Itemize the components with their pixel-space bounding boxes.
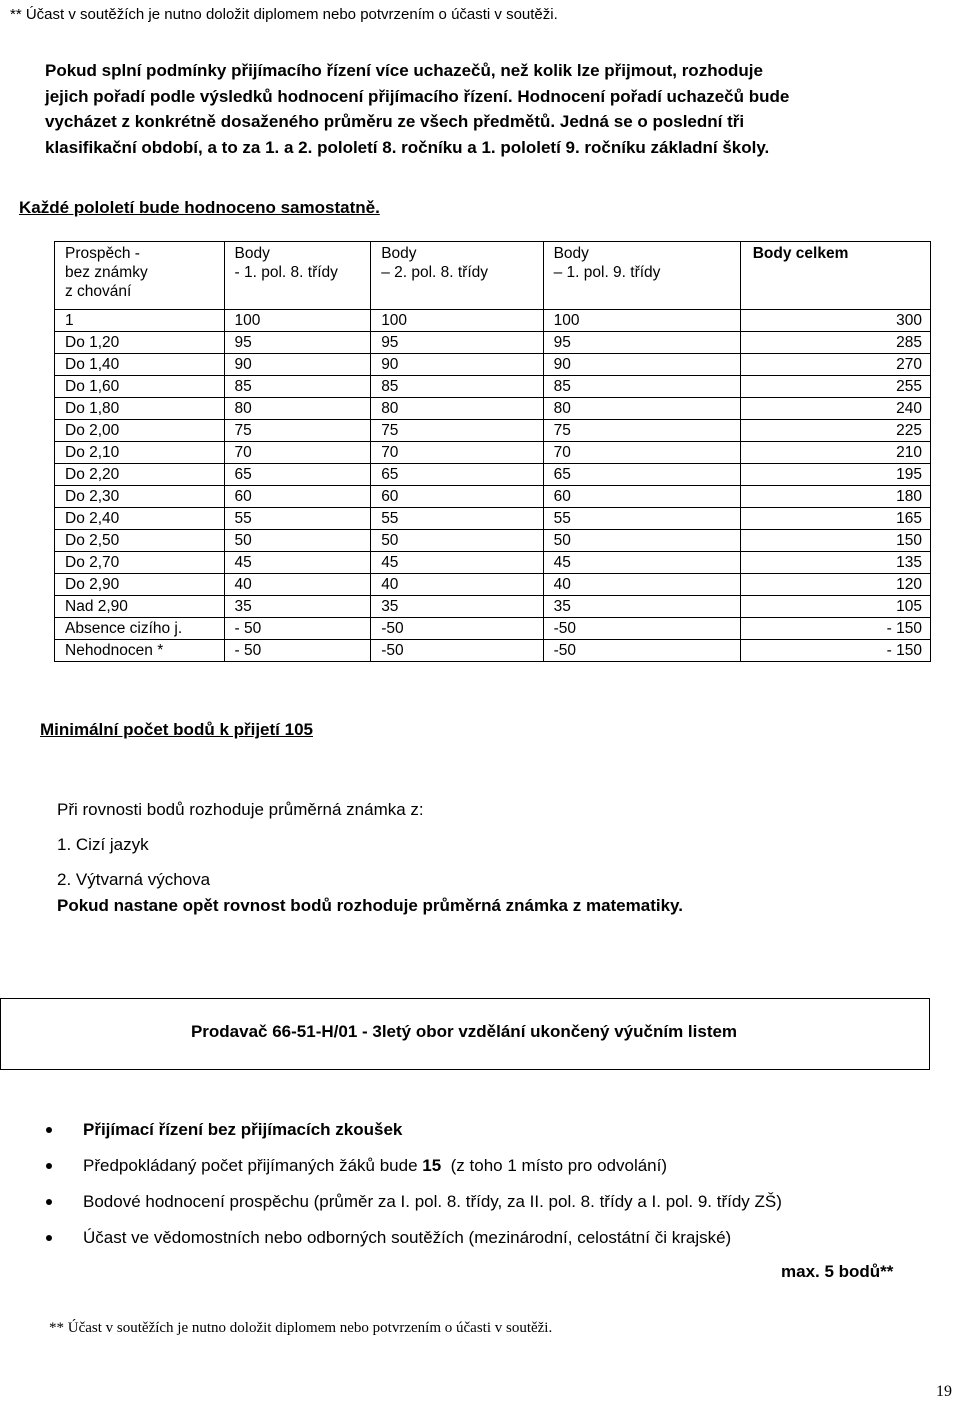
table-cell: 105 xyxy=(740,596,930,618)
semester-note: Každé pololetí bude hodnoceno samostatně. xyxy=(19,198,380,217)
table-cell: 100 xyxy=(224,310,371,332)
table-cell: 40 xyxy=(224,574,371,596)
intro-line: jejich pořadí podle výsledků hodnocení přijímacího řízení. Hodnocení pořadí uchazečů bude xyxy=(45,86,790,106)
page-number: 19 xyxy=(936,1383,952,1400)
bullet-icon xyxy=(46,1235,52,1241)
table-cell: 80 xyxy=(224,398,371,420)
table-cell: 50 xyxy=(224,530,371,552)
table-cell: Do 2,50 xyxy=(55,530,225,552)
table-cell: Do 2,40 xyxy=(55,508,225,530)
header-line: Body celkem xyxy=(752,245,849,262)
table-cell: 210 xyxy=(740,442,930,464)
bullet-icon xyxy=(46,1127,52,1133)
table-cell: 285 xyxy=(740,332,930,354)
table-cell: 50 xyxy=(543,530,740,552)
field-title: Prodavač 66-51-H/01 - 3letý obor vzdělání ukončený výučním listem xyxy=(190,1022,738,1041)
header-line: – 2. pol. 8. třídy xyxy=(381,264,489,281)
table-cell: 45 xyxy=(543,552,740,574)
table-row xyxy=(55,486,931,508)
table-row xyxy=(55,398,931,420)
header-line: bez známky xyxy=(65,264,148,281)
criteria-list xyxy=(40,1112,782,1256)
table-cell: 100 xyxy=(543,310,740,332)
intro-line: klasifikační období, a to za 1. a 2. pololetí 8. ročníku a 1. pololetí 9. ročníku základní školy. xyxy=(45,137,770,157)
table-cell: 90 xyxy=(371,354,543,376)
header-cell-total xyxy=(740,242,930,310)
table-cell: 40 xyxy=(371,574,543,596)
table-cell: - 50 xyxy=(224,618,371,640)
table-cell: 55 xyxy=(371,508,543,530)
tie-line: 1. Cizí jazyk xyxy=(57,835,149,854)
list-item-text: Přijímací řízení bez přijímacích zkoušek xyxy=(83,1120,403,1139)
tie-break-rules xyxy=(57,792,424,897)
table-cell: Do 2,00 xyxy=(55,420,225,442)
table-cell: 85 xyxy=(543,376,740,398)
table-cell: 270 xyxy=(740,354,930,376)
intro-line: Pokud splní podmínky přijímacího řízení více uchazečů, než kolik lze přijmout, rozhoduje xyxy=(45,61,763,80)
header-cell-sem2 xyxy=(371,242,543,310)
header-line: - 1. pol. 8. třídy xyxy=(234,264,338,281)
table-cell: 35 xyxy=(543,596,740,618)
table-cell: 65 xyxy=(371,464,543,486)
table-row xyxy=(55,310,931,332)
tie-break-final: Pokud nastane opět rovnost bodů rozhoduje průměrná známka z matematiky. xyxy=(57,896,683,915)
table-row xyxy=(55,530,931,552)
table-cell: 70 xyxy=(224,442,371,464)
tie-line: Při rovnosti bodů rozhoduje průměrná známka z: xyxy=(57,800,424,819)
table-cell: Do 2,20 xyxy=(55,464,225,486)
table-cell: 45 xyxy=(224,552,371,574)
table-cell: 75 xyxy=(371,420,543,442)
table-cell: 70 xyxy=(543,442,740,464)
table-cell: 120 xyxy=(740,574,930,596)
header-cell-sem3 xyxy=(543,242,740,310)
table-cell: 75 xyxy=(224,420,371,442)
table-cell: 240 xyxy=(740,398,930,420)
table-row xyxy=(55,552,931,574)
header-line: Body xyxy=(381,245,417,262)
table-cell: 75 xyxy=(543,420,740,442)
table-row xyxy=(55,442,931,464)
intro-line: vycházet z konkrétně dosaženého průměru ze všech předmětů. Jedná se o poslední tři xyxy=(45,112,745,131)
table-cell: 180 xyxy=(740,486,930,508)
table-cell: 255 xyxy=(740,376,930,398)
table-cell: 35 xyxy=(224,596,371,618)
table-cell: Do 1,80 xyxy=(55,398,225,420)
list-item-text: (z toho 1 místo pro odvolání) xyxy=(441,1156,668,1175)
table-cell: 95 xyxy=(224,332,371,354)
list-item-number: 15 xyxy=(422,1156,442,1175)
table-cell: 50 xyxy=(371,530,543,552)
list-item xyxy=(40,1112,782,1148)
table-cell: 95 xyxy=(371,332,543,354)
table-cell: Do 2,10 xyxy=(55,442,225,464)
table-cell: Nehodnocen * xyxy=(55,640,225,662)
table-cell: 60 xyxy=(371,486,543,508)
list-item xyxy=(40,1148,782,1184)
top-footnote: ** Účast v soutěžích je nutno doložit diplomem nebo potvrzením o účasti v soutěži. xyxy=(10,6,558,23)
table-cell: - 150 xyxy=(740,640,930,662)
table-row xyxy=(55,574,931,596)
table-row xyxy=(55,420,931,442)
table-cell: Absence cizího j. xyxy=(55,618,225,640)
list-item xyxy=(40,1184,782,1220)
header-line: z chování xyxy=(65,283,132,300)
table-cell: 80 xyxy=(371,398,543,420)
table-cell: Do 1,20 xyxy=(55,332,225,354)
tie-line: 2. Výtvarná výchova xyxy=(57,870,211,889)
table-cell: 1 xyxy=(55,310,225,332)
table-cell: 70 xyxy=(371,442,543,464)
table-cell: 45 xyxy=(371,552,543,574)
table-cell: 60 xyxy=(543,486,740,508)
table-cell: - 50 xyxy=(224,640,371,662)
table-row xyxy=(55,354,931,376)
table-row xyxy=(55,332,931,354)
table-cell: -50 xyxy=(543,618,740,640)
table-row xyxy=(55,508,931,530)
header-cell-sem1 xyxy=(224,242,371,310)
header-line: Body xyxy=(234,245,270,262)
table-cell: 195 xyxy=(740,464,930,486)
table-cell: 90 xyxy=(543,354,740,376)
table-cell: -50 xyxy=(371,618,543,640)
table-cell: Do 2,70 xyxy=(55,552,225,574)
bullet-icon xyxy=(46,1163,52,1169)
table-row xyxy=(55,618,931,640)
table-cell: Do 1,40 xyxy=(55,354,225,376)
table-cell: - 150 xyxy=(740,618,930,640)
table-cell: 35 xyxy=(371,596,543,618)
table-cell: 40 xyxy=(543,574,740,596)
table-row xyxy=(55,596,931,618)
table-cell: 300 xyxy=(740,310,930,332)
table-header-row xyxy=(55,242,931,310)
table-cell: 95 xyxy=(543,332,740,354)
table-cell: 165 xyxy=(740,508,930,530)
table-cell: Do 2,30 xyxy=(55,486,225,508)
table-row xyxy=(55,464,931,486)
table-cell: 65 xyxy=(224,464,371,486)
table-cell: 55 xyxy=(224,508,371,530)
bullet-icon xyxy=(46,1199,52,1205)
table-row xyxy=(55,376,931,398)
list-item-text: Bodové hodnocení prospěchu (průměr za I. pol. 8. třídy, za II. pol. 8. třídy a I. pol. 9. třídy ZŠ) xyxy=(83,1192,782,1211)
header-line: Body xyxy=(553,245,589,262)
minimum-points: Minimální počet bodů k přijetí 105 xyxy=(40,720,313,739)
table-cell: Do 1,60 xyxy=(55,376,225,398)
table-cell: 60 xyxy=(224,486,371,508)
table-cell: Nad 2,90 xyxy=(55,596,225,618)
table-cell: -50 xyxy=(543,640,740,662)
table-cell: 85 xyxy=(371,376,543,398)
table-cell: 135 xyxy=(740,552,930,574)
list-item xyxy=(40,1220,782,1256)
table-cell: 55 xyxy=(543,508,740,530)
table-cell: 90 xyxy=(224,354,371,376)
intro-paragraph xyxy=(45,58,945,160)
table-cell: 65 xyxy=(543,464,740,486)
table-cell: 85 xyxy=(224,376,371,398)
header-line: – 1. pol. 9. třídy xyxy=(553,264,661,281)
list-item-text: Předpokládaný počet přijímaných žáků bude xyxy=(83,1156,423,1175)
table-cell: 225 xyxy=(740,420,930,442)
points-table xyxy=(54,241,931,662)
bottom-footnote: ** Účast v soutěžích je nutno doložit diplomem nebo potvrzením o účasti v soutěži. xyxy=(49,1320,553,1336)
header-line: Prospěch - xyxy=(65,245,140,262)
header-cell-grade xyxy=(55,242,225,310)
table-row xyxy=(55,640,931,662)
table-cell: -50 xyxy=(371,640,543,662)
table-cell: 100 xyxy=(371,310,543,332)
list-item-text: Účast ve vědomostních nebo odborných soutěžích (mezinárodní, celostátní či krajské) xyxy=(83,1228,732,1247)
table-cell: Do 2,90 xyxy=(55,574,225,596)
max-points: max. 5 bodů** xyxy=(781,1262,894,1281)
table-cell: 80 xyxy=(543,398,740,420)
table-cell: 150 xyxy=(740,530,930,552)
